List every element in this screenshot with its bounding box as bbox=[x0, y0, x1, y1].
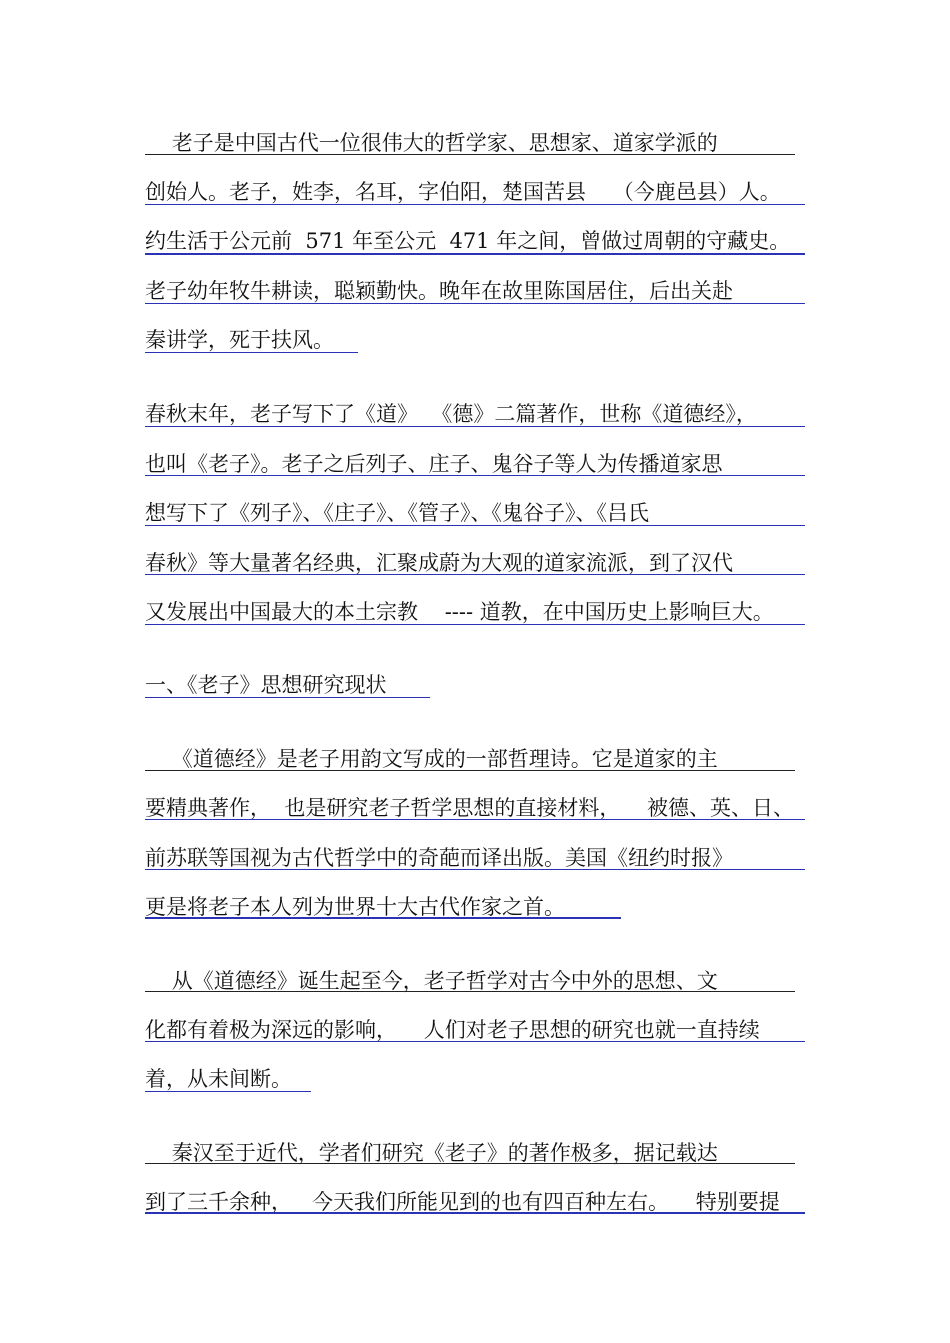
text-line: 春秋》等大量著名经典，汇聚成蔚为大观的道家流派，到了汉代 bbox=[145, 551, 733, 575]
text-line: 想写下了《列子》、《庄子》、《管子》、《鬼谷子》、《吕氏 bbox=[145, 501, 649, 525]
underline bbox=[145, 1091, 311, 1092]
underline bbox=[145, 154, 795, 155]
underline bbox=[145, 917, 621, 919]
text-line: 约生活于公元前 571 年至公元 471 年之间，曾做过周朝的守藏史。 bbox=[145, 229, 791, 253]
text-line: 老子幼年牧牛耕读，聪颖勤快。晚年在故里陈国居住，后出关赴 bbox=[145, 279, 733, 303]
underline bbox=[145, 869, 805, 870]
underline bbox=[145, 624, 805, 625]
underline bbox=[145, 303, 805, 304]
text-line: 又发展出中国最大的本土宗教 ---- 道教，在中国历史上影响巨大。 bbox=[145, 600, 774, 624]
text-line: 也叫《老子》。老子之后列子、庄子、鬼谷子等人为传播道家思 bbox=[145, 452, 723, 476]
underline bbox=[145, 770, 795, 771]
underline bbox=[145, 1212, 805, 1214]
underline bbox=[145, 1041, 805, 1042]
text-line: 秦讲学，死于扶风。 bbox=[145, 328, 334, 352]
underline bbox=[145, 819, 805, 820]
underline bbox=[145, 697, 430, 698]
underline bbox=[145, 991, 795, 992]
underline bbox=[145, 253, 805, 255]
text-line: 秦汉至于近代，学者们研究《老子》的著作极多，据记载达 bbox=[145, 1141, 718, 1165]
underline bbox=[145, 525, 805, 526]
underline bbox=[145, 204, 805, 205]
text-line: 前苏联等国视为古代哲学中的奇葩而译出版。美国《纽约时报》 bbox=[145, 846, 733, 870]
text-line: 更是将老子本人列为世界十大古代作家之首。 bbox=[145, 895, 565, 919]
underline bbox=[145, 574, 805, 575]
text-line: 到了三千余种， 今天我们所能见到的也有四百种左右。 特别要提 bbox=[145, 1190, 780, 1214]
text-line: 着，从未间断。 bbox=[145, 1067, 292, 1091]
section-heading: 一、《老子》思想研究现状 bbox=[145, 673, 387, 697]
underline bbox=[145, 475, 805, 476]
text-line: 要精典著作， 也是研究老子哲学思想的直接材料， 被德、英、日、 bbox=[145, 796, 795, 820]
text-line: 从《道德经》诞生起至今，老子哲学对古今中外的思想、文 bbox=[145, 969, 718, 993]
underline bbox=[145, 352, 358, 353]
text-line: 创始人。老子，姓李，名耳，字伯阳，楚国苦县 （今鹿邑县）人。 bbox=[145, 180, 781, 204]
text-line: 老子是中国古代一位很伟大的哲学家、思想家、道家学派的 bbox=[145, 131, 718, 155]
text-line: 《道德经》是老子用韵文写成的一部哲理诗。它是道家的主 bbox=[145, 747, 718, 771]
text-line: 春秋末年，老子写下了《道》 《德》二篇著作，世称《道德经》， bbox=[145, 402, 757, 426]
underline bbox=[145, 1163, 795, 1164]
underline bbox=[145, 426, 805, 427]
text-line: 化都有着极为深远的影响， 人们对老子思想的研究也就一直持续 bbox=[145, 1018, 760, 1042]
